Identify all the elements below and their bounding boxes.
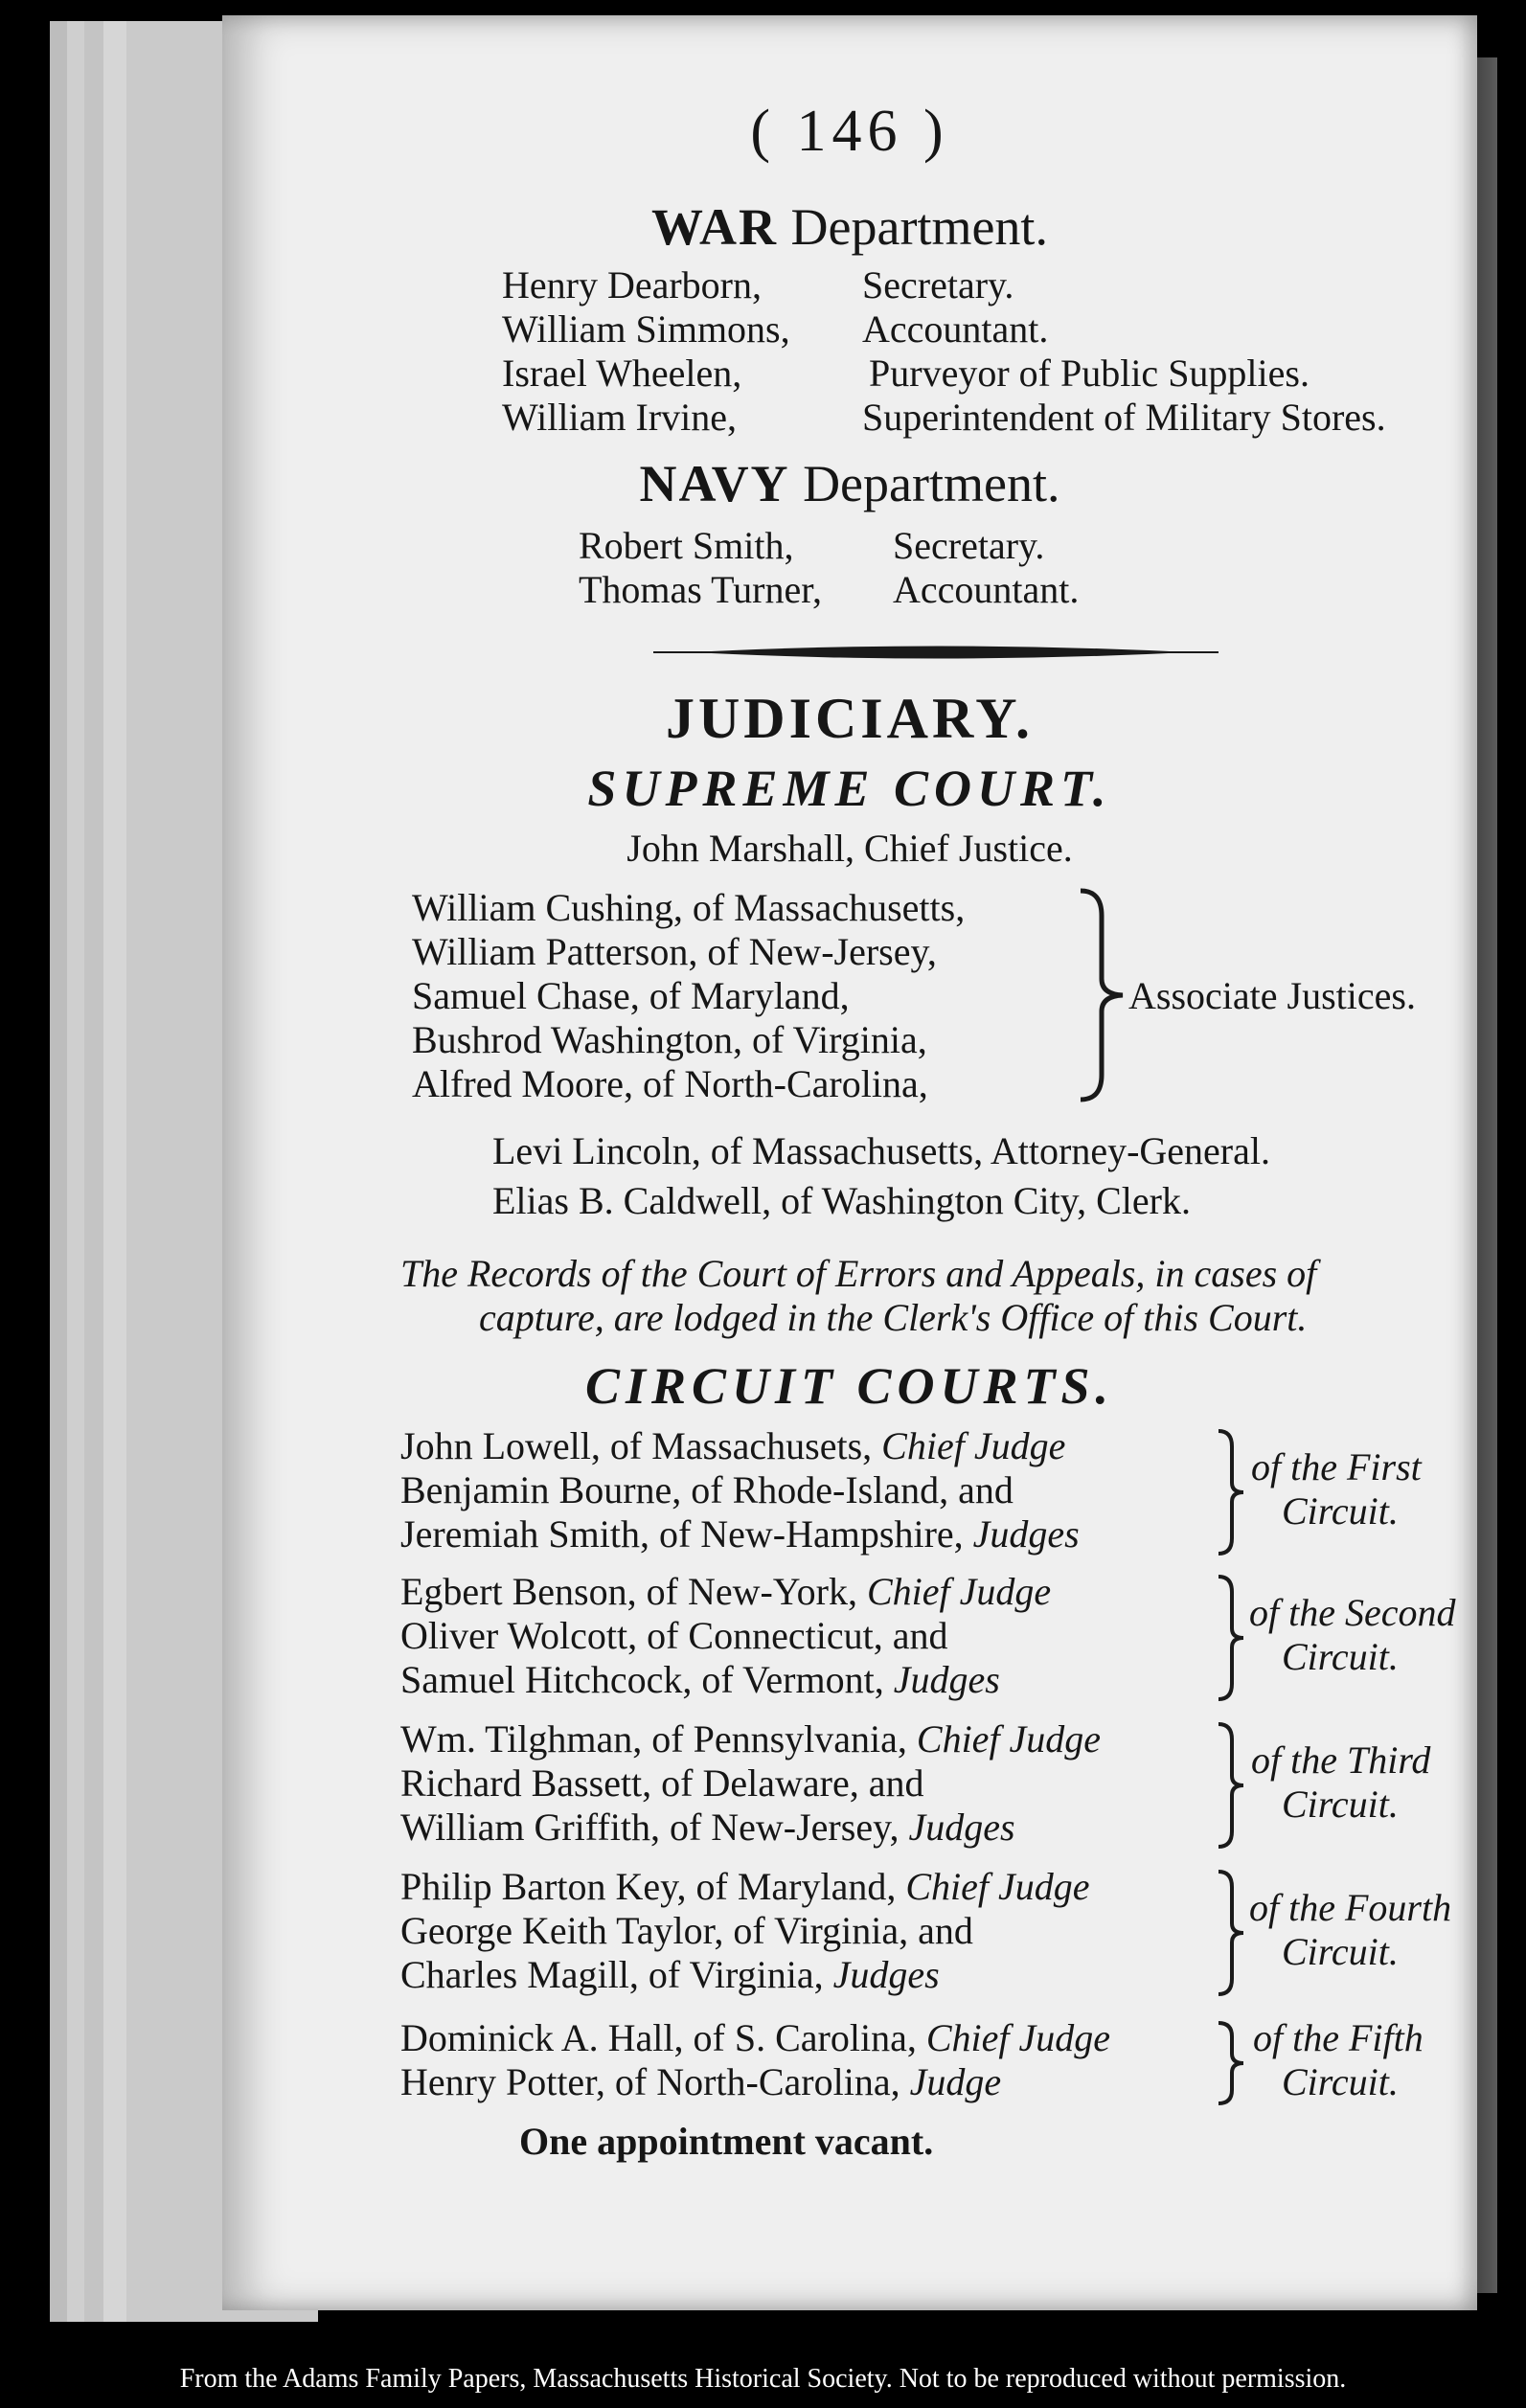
circuit-label: of the Fourth	[1249, 1886, 1452, 1929]
associate-justice: Bushrod Washington, of Virginia,	[412, 1018, 927, 1061]
war-row	[502, 395, 737, 440]
officer-name: William Simmons,	[502, 307, 790, 351]
supreme-court-heading: SUPREME COURT.	[587, 760, 1112, 817]
associate-justice: Samuel Chase, of Maryland,	[412, 974, 850, 1017]
circuit-label: Circuit.	[1282, 2060, 1399, 2103]
circuit-judge-line	[400, 1716, 1101, 1761]
supreme-court-clerk: Elias B. Caldwell, of Washington City, Clerk.	[492, 1179, 1191, 1222]
attorney-general: Levi Lincoln, of Massachusetts, Attorney-General.	[492, 1129, 1270, 1172]
chief-justice: John Marshall, Chief Justice.	[626, 827, 1073, 870]
navy-heading-word: NAVY	[639, 455, 790, 512]
circuit-judge-line	[400, 1761, 923, 1806]
judge-text: John Lowell, of Massachusets,	[400, 1424, 873, 1467]
associate-justice: Alfred Moore, of North-Carolina,	[412, 1062, 928, 1105]
war-department-heading	[222, 197, 1477, 257]
judge-text: Henry Potter, of North-Carolina,	[400, 2060, 900, 2103]
judge-title: Judges	[832, 1953, 940, 1996]
judge-title: Chief Judge	[881, 1424, 1066, 1467]
war-role: Superintendent of Military Stores.	[862, 396, 1386, 439]
brace	[1213, 1573, 1247, 1703]
judge-title: Chief Judge	[916, 1717, 1102, 1761]
judge-title: Judges	[893, 1658, 1000, 1701]
judge-text: Oliver Wolcott, of Connecticut, and	[400, 1614, 948, 1657]
judge-title: Judges	[972, 1512, 1080, 1556]
records-note: capture, are lodged in the Clerk's Office of this Court.	[479, 1296, 1308, 1339]
judge-text: Dominick A. Hall, of S. Carolina,	[400, 2016, 917, 2059]
judge-title: Judge	[909, 2060, 1002, 2103]
war-role: Accountant.	[862, 307, 1049, 351]
officer-name: Israel Wheelen,	[502, 352, 742, 395]
ornamental-rule	[653, 646, 1219, 659]
judge-text: Benjamin Bourne, of Rhode-Island, and	[400, 1468, 1014, 1511]
brace	[1213, 1868, 1247, 1998]
records-note: The Records of the Court of Errors and Appeals, in cases of	[400, 1252, 1317, 1295]
circuit-label: Circuit.	[1282, 1930, 1399, 1973]
judge-title: Chief Judge	[867, 1570, 1052, 1613]
officer-name: William Irvine,	[502, 396, 737, 439]
war-row	[502, 351, 741, 396]
associate-justices-label: Associate Justices.	[1128, 974, 1416, 1017]
brace	[1213, 2019, 1247, 2107]
navy-role: Accountant.	[893, 568, 1080, 611]
navy-row: Robert Smith,	[579, 524, 794, 567]
circuit-label: of the First	[1251, 1445, 1422, 1488]
circuit-label: of the Fifth	[1253, 2016, 1424, 2059]
judge-title: Chief Judge	[905, 1865, 1090, 1908]
navy-role: Secretary.	[893, 524, 1045, 567]
circuit-courts-heading: CIRCUIT COURTS.	[584, 1357, 1115, 1415]
circuit-judge-line	[400, 2059, 1001, 2104]
war-row	[502, 307, 790, 352]
war-row	[502, 262, 762, 307]
officer-name: Henry Dearborn,	[502, 263, 762, 307]
circuit-judge-line	[400, 1864, 1090, 1909]
circuit-judge-line	[400, 1423, 1065, 1468]
circuit-judge-line	[400, 2015, 1110, 2060]
associate-justice: William Cushing, of Massachusetts,	[412, 886, 966, 929]
judge-text: Charles Magill, of Virginia,	[400, 1953, 824, 1996]
archive-credit: From the Adams Family Papers, Massachusetts Historical Society. Not to be reproduced without permission.	[179, 2364, 1347, 2394]
judge-title: Judges	[908, 1806, 1015, 1849]
judge-title: Chief Judge	[925, 2016, 1110, 2059]
circuit-judge-line	[400, 1952, 940, 1997]
book-page	[222, 15, 1477, 2310]
circuit-judge-line	[400, 1511, 1080, 1556]
navy-department-heading	[222, 454, 1477, 513]
judge-text: Samuel Hitchcock, of Vermont,	[400, 1658, 884, 1701]
judge-text: George Keith Taylor, of Virginia, and	[400, 1909, 973, 1952]
brace	[1073, 887, 1130, 1103]
vacancy-note: One appointment vacant.	[519, 2120, 934, 2163]
circuit-label: Circuit.	[1282, 1489, 1399, 1533]
circuit-label: of the Third	[1251, 1738, 1431, 1782]
circuit-label: of the Second	[1249, 1591, 1456, 1634]
war-role: Purveyor of Public Supplies.	[869, 352, 1310, 395]
circuit-judge-line	[400, 1805, 1015, 1850]
circuit-judge-line	[400, 1613, 947, 1658]
circuit-label: Circuit.	[1282, 1783, 1399, 1826]
circuit-label: Circuit.	[1282, 1635, 1399, 1678]
judge-text: Jeremiah Smith, of New-Hampshire,	[400, 1512, 964, 1556]
judge-text: Egbert Benson, of New-York,	[400, 1570, 857, 1613]
judge-text: Wm. Tilghman, of Pennsylvania,	[400, 1717, 907, 1761]
navy-row: Thomas Turner,	[579, 568, 822, 611]
judge-text: Richard Bassett, of Delaware, and	[400, 1761, 924, 1805]
judge-text: Philip Barton Key, of Maryland,	[400, 1865, 897, 1908]
page-number: ( 146 )	[750, 99, 949, 164]
brace	[1213, 1720, 1247, 1851]
associate-justice: William Patterson, of New-Jersey,	[412, 930, 937, 973]
judge-text: William Griffith, of New-Jersey,	[400, 1806, 900, 1849]
judiciary-heading: JUDICIARY.	[665, 687, 1035, 750]
circuit-judge-line	[400, 1467, 1014, 1512]
brace	[1213, 1427, 1247, 1557]
war-heading-word: WAR	[651, 198, 779, 256]
navy-heading-dept: Department.	[803, 455, 1060, 512]
war-role: Secretary.	[862, 263, 1014, 307]
circuit-judge-line	[400, 1908, 973, 1953]
circuit-judge-line	[400, 1657, 1000, 1702]
war-heading-dept: Department.	[790, 198, 1048, 256]
circuit-judge-line	[400, 1569, 1051, 1614]
